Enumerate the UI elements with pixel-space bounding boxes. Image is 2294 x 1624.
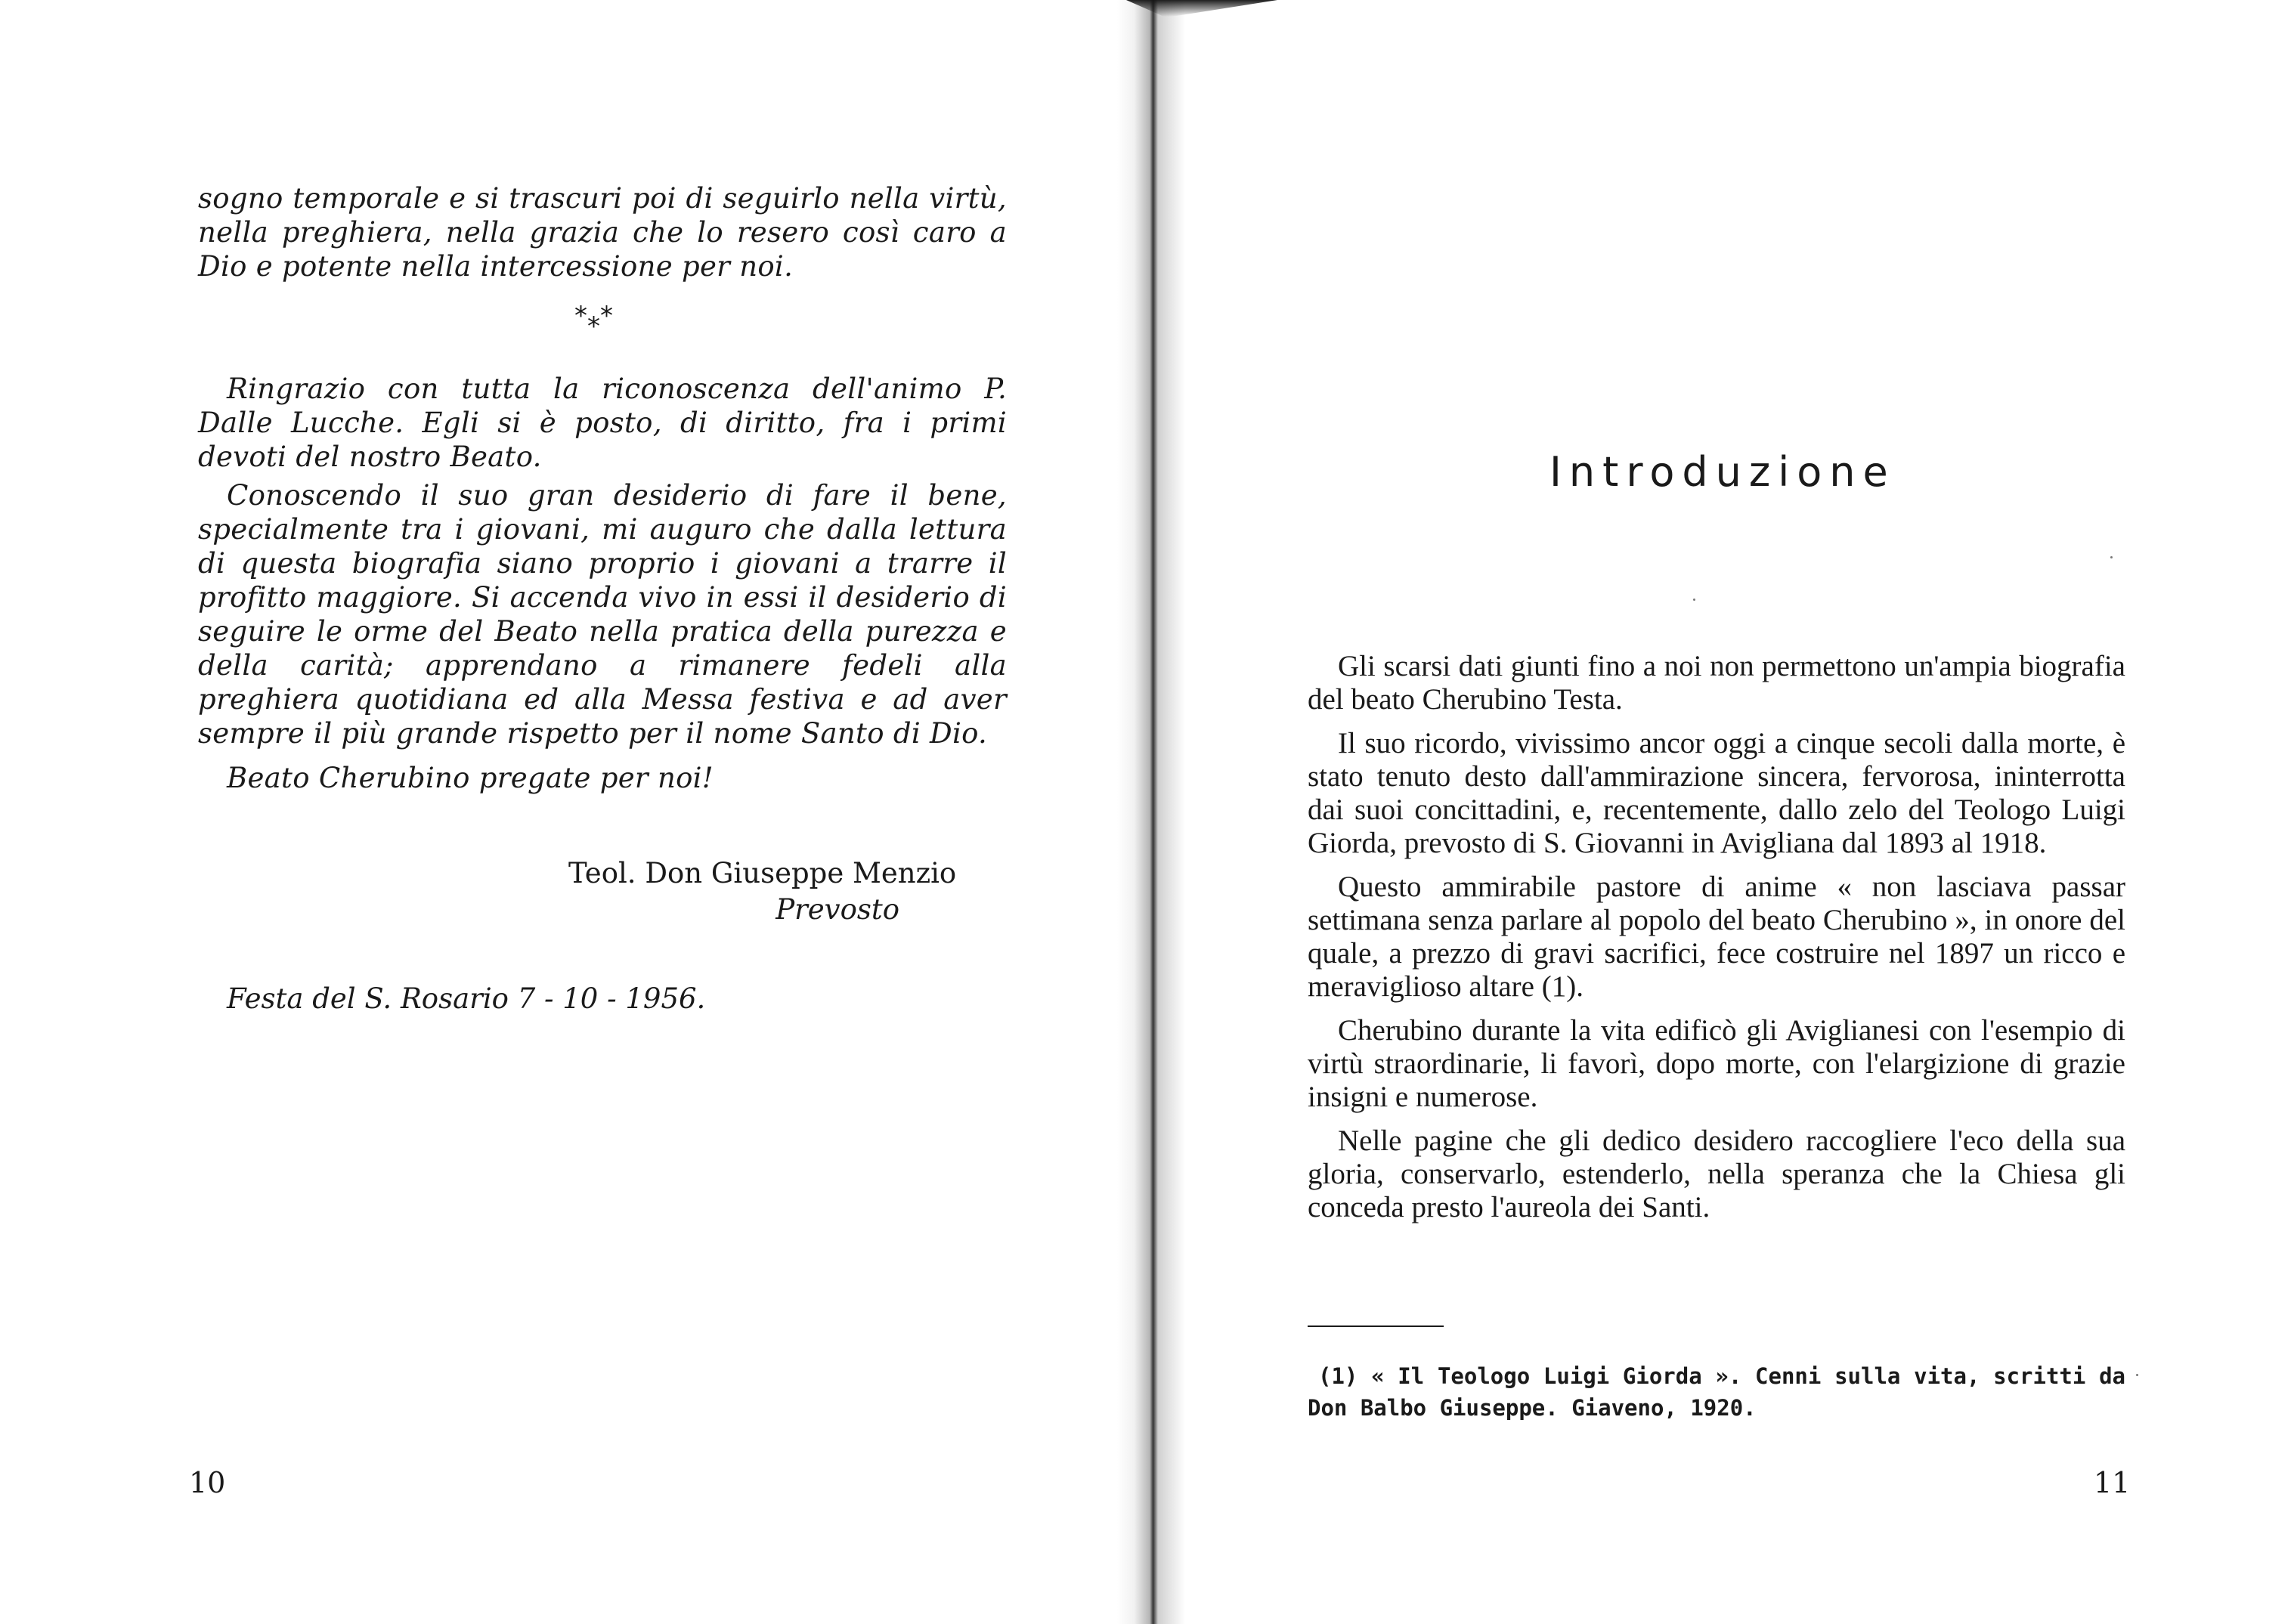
left-page-body bbox=[198, 372, 1007, 795]
right-page-number: 11 bbox=[2094, 1466, 2131, 1499]
chapter-title: Introduzione bbox=[1549, 448, 1896, 496]
asterism-separator: * * * bbox=[574, 301, 613, 342]
signature-role: Prevosto bbox=[776, 893, 899, 926]
continued-paragraph-text: sogno temporale e si trascuri poi di seguirlo nella virtù, nella preghiera, nella grazia che lo resero così caro a Dio e potente nella intercessione per noi. bbox=[198, 182, 1007, 283]
intro-paragraph-4: Cherubino durante la vita edificò gli Aviglianesi con l'esempio di virtù straordinarie, li favorì, dopo morte, con l'elargizione di grazie insigni e numerose. bbox=[1308, 1014, 2125, 1113]
signature-block bbox=[568, 855, 992, 928]
footnote-text: (1) « Il Teologo Luigi Giorda ». Cenni sulla vita, scritti da Don Balbo Giuseppe. Giaveno, 1920. bbox=[1308, 1363, 2125, 1421]
paper-speck bbox=[2136, 1374, 2138, 1376]
intro-paragraph-1: Gli scarsi dati giunti fino a noi non permettono un'ampia biografia del beato Cherubino Testa. bbox=[1308, 650, 2125, 716]
book-gutter bbox=[1117, 0, 1185, 1624]
acknowledgement-paragraph: Ringrazio con tutta la riconoscenza dell'animo P. Dalle Lucche. Egli si è posto, di diritto, fra i primi devoti del nostro Beato. bbox=[198, 373, 1007, 473]
footnote bbox=[1308, 1360, 2125, 1424]
date-line: Festa del S. Rosario 7 - 10 - 1956. bbox=[227, 982, 706, 1015]
left-page-number: 10 bbox=[189, 1466, 226, 1499]
paper-speck bbox=[2110, 556, 2113, 558]
signature-name: Teol. Don Giuseppe Menzio bbox=[568, 857, 957, 889]
invocation-line: Beato Cherubino pregate per noi! bbox=[227, 762, 714, 794]
paper-speck bbox=[1693, 599, 1695, 601]
left-page bbox=[0, 0, 1119, 1624]
footnote-rule bbox=[1308, 1325, 1444, 1327]
hope-paragraph: Conoscendo il suo gran desiderio di fare il bene, specialmente tra i giovani, mi auguro che dalla lettura di questa biografia siano proprio i giovani a trarre il profitto maggiore. Si accenda vivo in essi il desiderio di seguire le orme del Beato nella pratica della purezza e della carità; apprendano a rimanere fedeli alla preghiera quotidiana ed alla Messa festiva e ad aver sempre il più grande rispetto per il nome Santo di Dio. bbox=[198, 479, 1007, 750]
intro-paragraph-2: Il suo ricordo, vivissimo ancor oggi a cinque secoli dalla morte, è stato tenuto desto dall'ammirazione sincera, fervorosa, ininterrotta dai suoi concittadini, e, recentemente, dallo zelo del Teologo Luigi Giorda, prevosto di S. Giovanni in Avigliana dal 1893 al 1918. bbox=[1308, 727, 2125, 859]
intro-paragraph-5: Nelle pagine che gli dedico desidero raccogliere l'eco della sua gloria, conservarlo, estenderlo, nella speranza che la Chiesa gli conceda presto l'aureola dei Santi. bbox=[1308, 1124, 2125, 1223]
right-page-body bbox=[1308, 650, 2125, 1235]
intro-paragraph-3: Questo ammirabile pastore di anime « non lasciava passar settimana senza parlare al popolo del beato Cherubino », in onore del quale, a prezzo di gravi sacrifici, fece costruire nel 1897 un ricco e meraviglioso altare (1). bbox=[1308, 871, 2125, 1003]
left-page-continued-paragraph bbox=[198, 181, 1007, 283]
